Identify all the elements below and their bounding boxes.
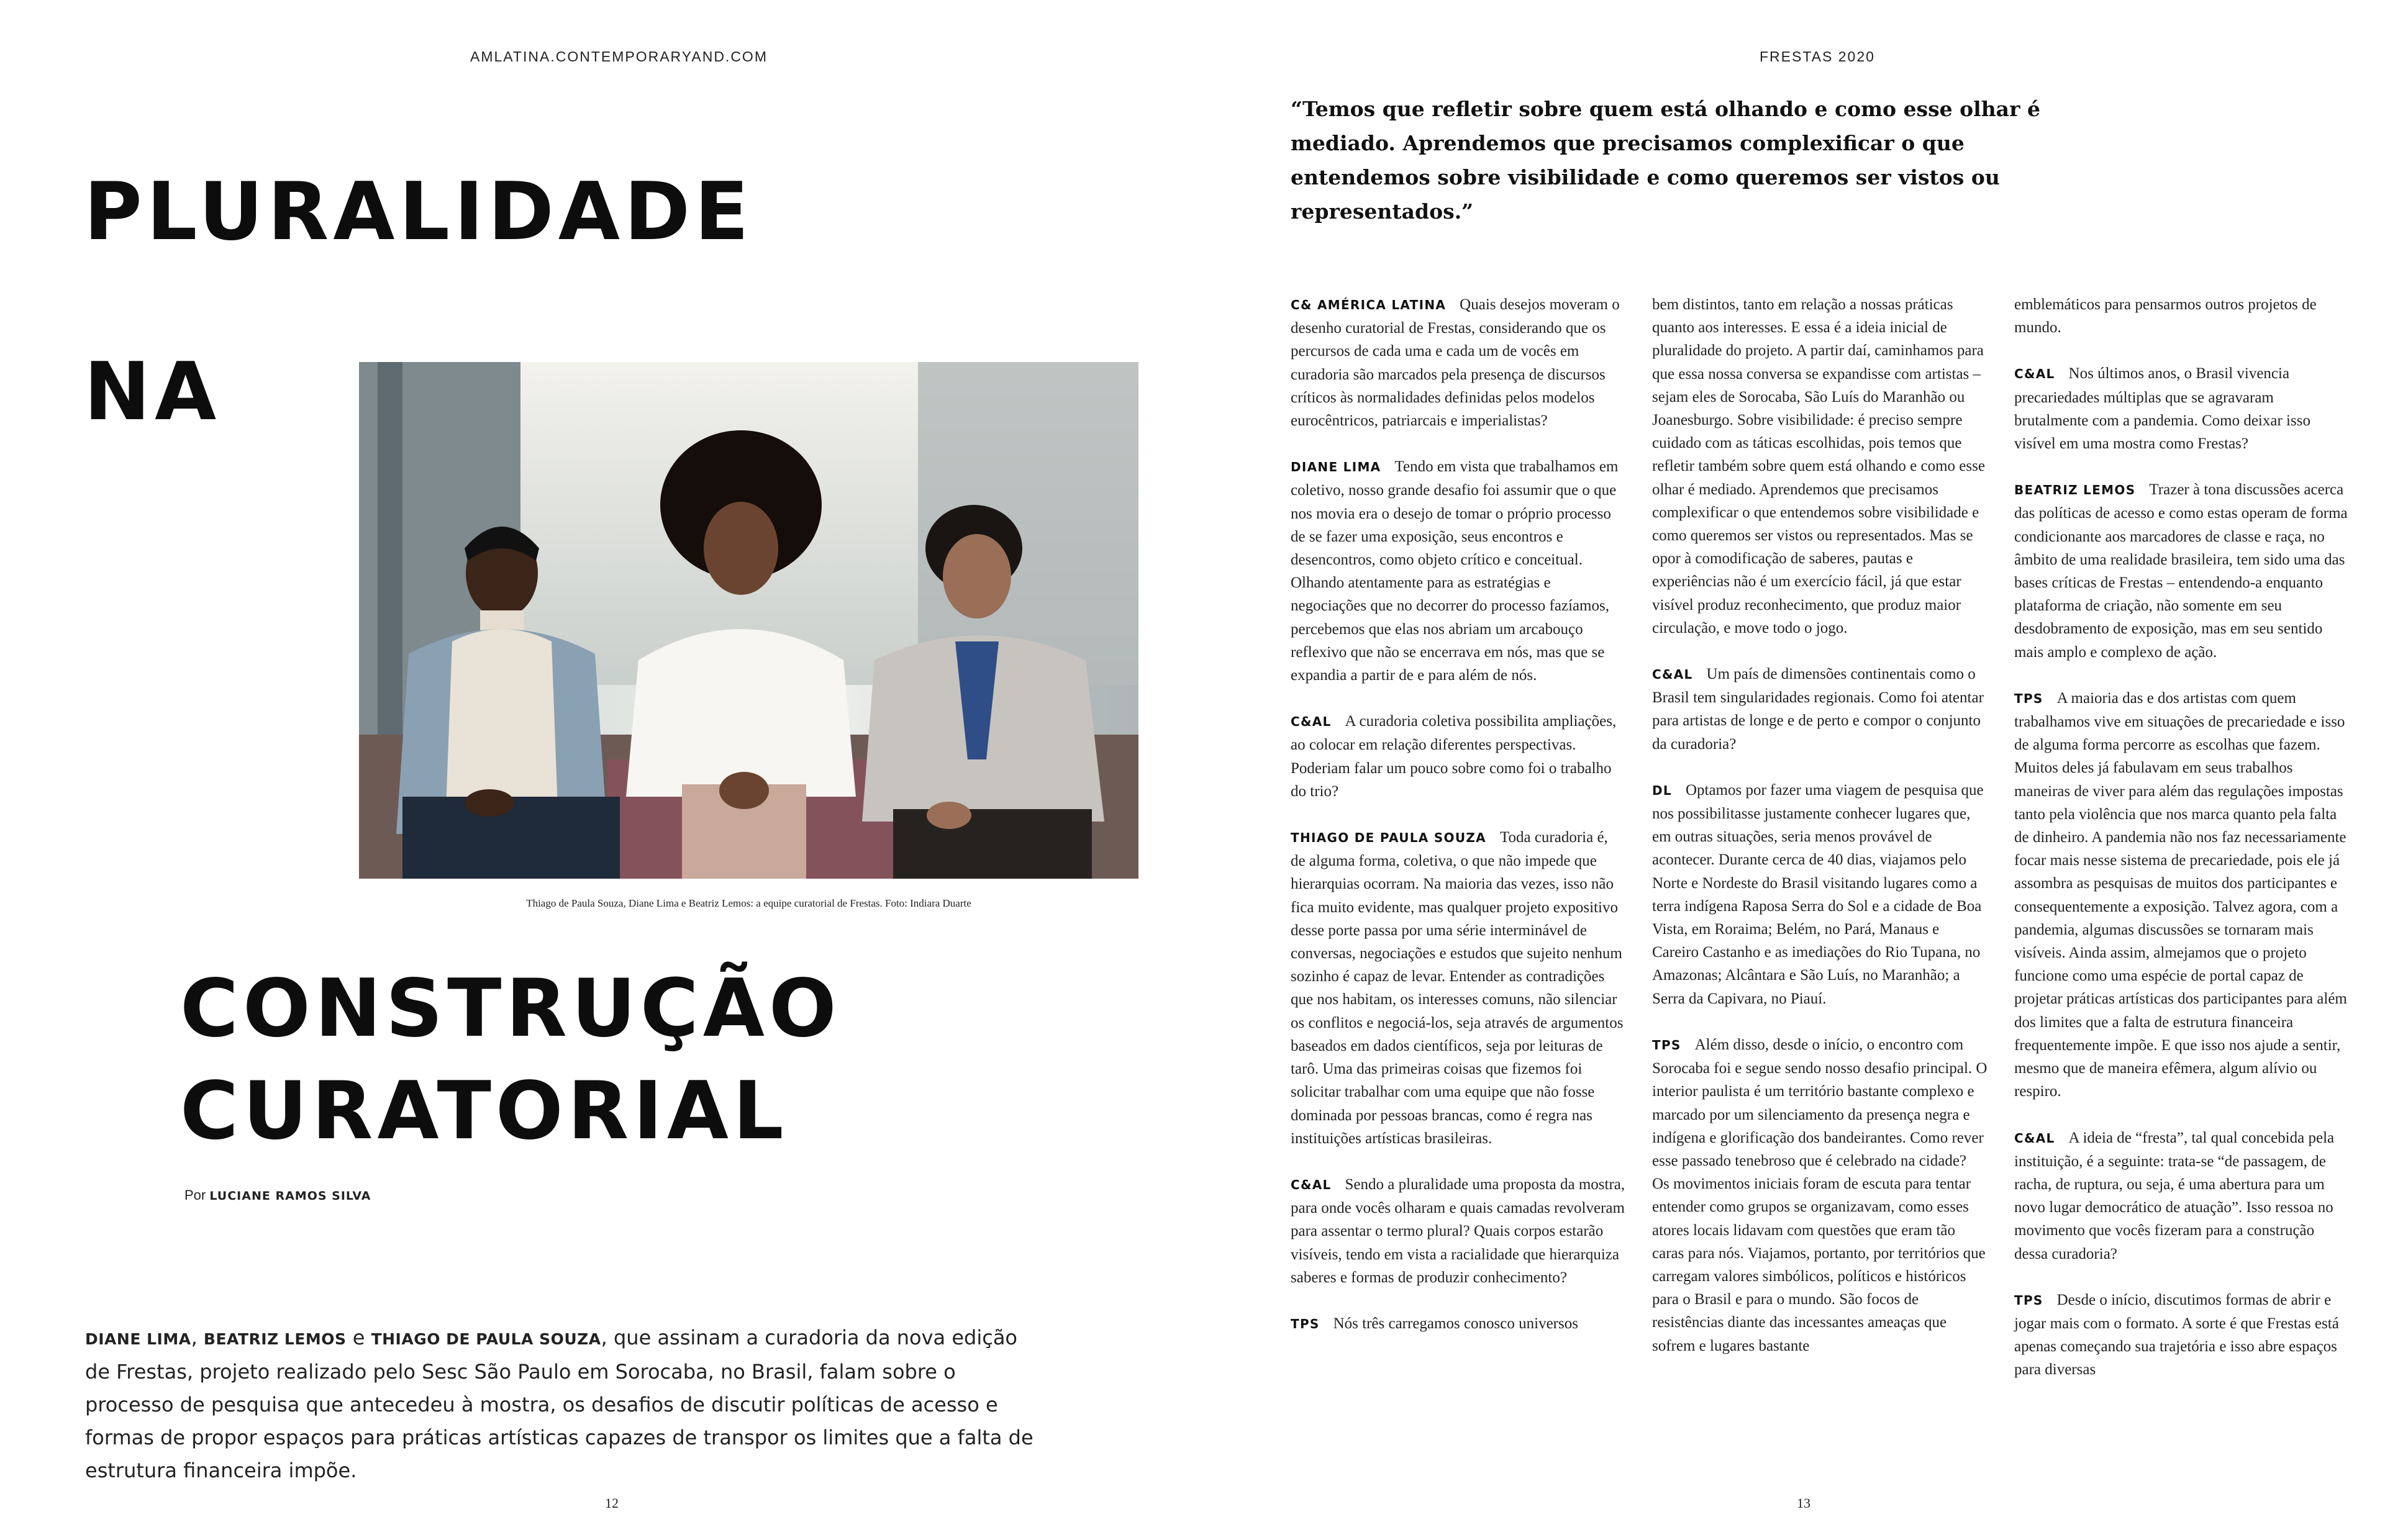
interview-column-2: [1652, 293, 1988, 1380]
speaker-label: THIAGO DE PAULA SOUZA: [1291, 830, 1486, 846]
speaker-label: C&AL: [2014, 1130, 2055, 1146]
intro-text: , que assinam a curadoria da nova edição de Frestas, projeto realizado pelo Sesc São Paulo em Sorocaba, no Brasil, falam sobre o processo de pesquisa que antecedeu à mostra, os desafios de discutir políticas de acesso e formas de propor espaços para práticas artísticas capazes de transpor os limites que a falta de estrutura financeira impõe.: [85, 1326, 1034, 1482]
interview-column-1: [1291, 293, 1626, 1359]
qa-paragraph: [1652, 663, 1988, 756]
paragraph-text: A ideia de “fresta”, tal qual concebida pela instituição, é a seguinte: trata-se “de passagem, de racha, de ruptura, ou seja, é uma abertura para um novo lugar democrático de atuação”. Isso ressoa no movimento que vocês fizeram para a construção dessa curadoria?: [2014, 1129, 2335, 1262]
speaker-label: C&AL: [1291, 1177, 1332, 1192]
running-head-left: AMLATINA.CONTEMPORARYAND.COM: [470, 48, 768, 65]
paragraph-text: Um país de dimensões continentais como o Brasil tem singularidades regionais. Como foi atentar para artistas de longe e de perto e compor o conjunto da curadoria?: [1652, 666, 1984, 753]
qa-paragraph: [2014, 687, 2350, 1103]
speaker-label: BEATRIZ LEMOS: [2014, 482, 2136, 498]
speaker-label: TPS: [2014, 1292, 2043, 1308]
qa-paragraph: [1291, 826, 1626, 1150]
title-line-3: CONSTRUÇÃO: [180, 962, 841, 1055]
paragraph-text: Além disso, desde o início, o encontro com Sorocaba foi e segue sendo nosso desafio principal. O interior paulista é um território bastante complexo e marcado por um silenciamento da presença negra e indígena e glorificação dos bandeirantes. Como rever esse passado tenebroso que é celebrado na cidade? Os movimentos iniciais foram de escuta para tentar entender como grupos se organizavam, como esses atores locais lidavam com questões que eram tão caras para nós. Viajamos, portanto, por territórios que carregam valores simbólicos, políticos e históricos para o Brasil e para o mundo. São focos de resistências diante das incessantes ameaças que sofrem e lugares bastante: [1652, 1036, 1988, 1354]
paragraph-text: Tendo em vista que trabalhamos em coletivo, nosso grande desafio foi assumir que o que nos movia era o desejo de tomar o próprio processo de se fazer uma exposição, seus encontros e desencontros, como objeto crítico e conceitual. Olhando atentamente para as estratégias e negociações que no decorrer do processo fazíamos, percebemos que elas nos abriam um arcabouço reflexivo que não se encerrava em nós, mas que se expandia a partir de e para além de nós.: [1291, 458, 1619, 684]
qa-paragraph: [1652, 779, 1988, 1010]
paragraph-text: Quais desejos moveram o desenho curatorial de Frestas, considerando que os percursos de cada uma e cada um de vocês em curadoria são marcados pela presença de discursos críticos às normalidades definidas pelos modelos eurocêntricos, patriarcais e imperialistas?: [1291, 296, 1620, 430]
qa-paragraph: [1291, 710, 1626, 803]
byline-prefix: Por: [184, 1187, 206, 1203]
interview-column-3: [2014, 293, 2350, 1405]
intro-separator-1: ,: [191, 1326, 198, 1349]
intro-name-2: BEATRIZ LEMOS: [203, 1330, 347, 1348]
title-line-2: NA: [84, 346, 221, 438]
speaker-label: C&AL: [1652, 667, 1693, 682]
paragraph-text: Trazer à tona discussões acerca das políticas de acesso e como estas operam de forma condicionante aos marcadores de classe e raça, no âmbito de uma realidade brasileira, tem sido uma das bases críticas de Frestas – entendendo-a enquanto plataforma de criação, não somente em seu desdobramento de exposição, mas em seu sentido mais amplo e complexo de ação.: [2014, 481, 2348, 661]
qa-paragraph: [2014, 1289, 2350, 1382]
running-head-right: FRESTAS 2020: [1760, 48, 1875, 65]
paragraph-text: Desde o início, discutimos formas de abrir e jogar mais com o formato. A sorte é que Frestas está apenas começando sua trajetória e isso abre espaços para diversas: [2014, 1291, 2339, 1379]
speaker-label: TPS: [1652, 1037, 1681, 1053]
intro-paragraph: [85, 1321, 1042, 1487]
paragraph-text: Toda curadoria é, de alguma forma, coletiva, o que não impede que hierarquias ocorram. Na maioria das vezes, isso não fica muito evidente, mas qualquer projeto expositivo desse porte passa por uma série interminável de conversas, negociações e estudos que sujeito nenhum sozinho é capaz de levar. Entender as contradições que nos habitam, os interesses comuns, não silenciar os conflitos e negociá-los, seja através de argumentos baseados em dados científicos, seja por leituras de tarô. Uma das primeiras coisas que fizemos foi solicitar trabalhar com uma equipe que não fosse dominada por pessoas brancas, como é regra nas instituições artísticas brasileiras.: [1291, 829, 1624, 1147]
speaker-label: TPS: [1291, 1316, 1320, 1331]
page-number-left: 12: [605, 1495, 619, 1511]
speaker-label: C&AL: [1291, 714, 1332, 730]
paragraph-text: emblemáticos para pensarmos outros projetos de mundo.: [2014, 296, 2317, 337]
speaker-label: DL: [1652, 782, 1672, 798]
paragraph-text: Nos últimos anos, o Brasil vivencia precariedades múltiplas que se agravaram brutalmente com a pandemia. Como deixar isso visível em uma mostra como Frestas?: [2014, 365, 2310, 453]
speaker-label: DIANE LIMA: [1291, 460, 1381, 475]
qa-paragraph: [1291, 293, 1626, 432]
pull-quote: “Temos que refletir sobre quem está olhando e como esse olhar é mediado. Aprendemos que precisamos complexificar o que entendemos sobre visibilidade e como queremos ser vistos ou representados.”: [1291, 97, 2040, 224]
intro-name-3: THIAGO DE PAULA SOUZA: [371, 1330, 601, 1348]
byline: [184, 1187, 371, 1203]
page-number-right: 13: [1797, 1495, 1810, 1511]
paragraph-text: A curadoria coletiva possibilita ampliações, ao colocar em relação diferentes perspectivas. Poderiam falar um pouco sobre como foi o trabalho do trio?: [1291, 713, 1617, 800]
speaker-label: TPS: [2014, 691, 2043, 706]
right-page: [1192, 0, 2385, 1540]
title-line-1: PLURALIDADE: [84, 166, 753, 258]
qa-paragraph: [2014, 1126, 2350, 1266]
left-page: [0, 0, 1192, 1540]
qa-paragraph: [1652, 1033, 1988, 1357]
intro-separator-2: e: [352, 1326, 365, 1349]
qa-paragraph: [1291, 1173, 1626, 1289]
paragraph-text: bem distintos, tanto em relação a nossas práticas quanto aos interesses. E essa é a ideia inicial de pluralidade do projeto. A partir daí, caminhamos para que essa nossa conversa se expandisse com artistas – sejam eles de Sorocaba, São Luís do Maranhão ou Joanesburgo. Sobre visibilidade: é preciso sempre cuidado com as táticas escolhidas, pois temos que refletir também sobre quem está olhando e como esse olhar é mediado. Aprendemos que precisamos complexificar o que entendemos sobre visibilidade e como queremos ser vistos ou representados. Mas se opor à comodificação de saberes, pautas e experiências não é um exercício fácil, já que estar visível produz reconhecimento, que produz maior circulação, e move todo o jogo.: [1652, 296, 1985, 636]
byline-author: LUCIANE RAMOS SILVA: [209, 1189, 371, 1203]
qa-paragraph: [1291, 1312, 1626, 1336]
qa-paragraph: [1652, 293, 1988, 640]
paragraph-text: Nós três carregamos conosco universos: [1333, 1315, 1578, 1332]
photo-caption: Thiago de Paula Souza, Diane Lima e Beatriz Lemos: a equipe curatorial de Frestas. Foto: Indiara Duarte: [526, 897, 971, 909]
paragraph-text: Optamos por fazer uma viagem de pesquisa que nos possibilitasse justamente conhecer lugares que, em outras situações, seria menos provável de acontecer. Durante cerca de 40 dias, viajamos pelo Norte e Nordeste do Brasil visitando lugares como a terra indígena Raposa Serra do Sol e a cidade de Boa Vista, em Roraima; Belém, no Pará, Manaus e Careiro Castanho e as imediações do Rio Tupana, no Amazonas; Alcântara e São Luís, no Maranhão; a Serra da Capivara, no Piauí.: [1652, 781, 1984, 1007]
qa-paragraph: [2014, 362, 2350, 455]
qa-paragraph: [2014, 478, 2350, 664]
curators-photo-image: [359, 362, 1138, 879]
speaker-label: C& AMÉRICA LATINA: [1291, 297, 1447, 312]
speaker-label: C&AL: [2014, 366, 2055, 382]
curators-photo: [359, 362, 1138, 879]
title-line-4: CURATORIAL: [180, 1065, 788, 1157]
intro-name-1: DIANE LIMA: [85, 1330, 191, 1348]
paragraph-text: Sendo a pluralidade uma proposta da mostra, para onde vocês olharam e quais camadas revolveram para assentar o termo plural? Quais corpos estarão visíveis, tendo em vista a racialidade que hierarquiza saberes e formas de produzir conhecimento?: [1291, 1175, 1625, 1286]
paragraph-text: A maioria das e dos artistas com quem trabalhamos vive em situações de precariedade e isso de alguma forma percorre as escolhas que fazem. Muitos deles já fabulavam em seus trabalhos maneiras de viver para além das regulações impostas tanto pela violência que nos marca quanto pela falta de dinheiro. A pandemia não nos faz necessariamente focar mais nesse sistema de precariedade, pois ele já assombra as pesquisas de muitos dos participantes e consequentemente a exposição. Talvez agora, com a pandemia, algumas discussões se tornaram mais visíveis. Ainda assim, almejamos que o projeto funcione como uma espécie de portal capaz de projetar práticas artísticas dos participantes para além dos limites que a falta de estrutura financeira frequentemente impõe. E que isso nos ajude a sentir, mesmo que de maneira efêmera, algum alívio ou respiro.: [2014, 689, 2347, 1100]
qa-paragraph: [1291, 455, 1626, 687]
qa-paragraph: [2014, 293, 2350, 339]
